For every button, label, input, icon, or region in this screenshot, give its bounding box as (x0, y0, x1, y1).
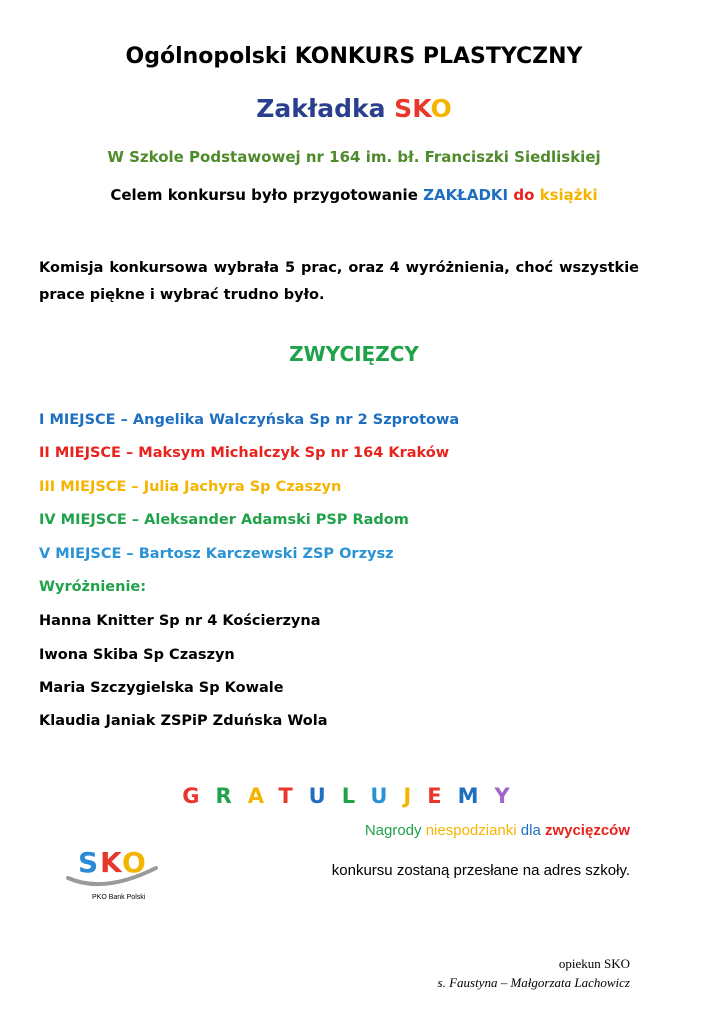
place-2: II MIEJSCE – Maksym Michalczyk Sp nr 164 Kraków (39, 445, 450, 461)
congratulations-letter: J (403, 784, 428, 808)
prize-word-zwyciezcow: zwycięzców (544, 822, 630, 839)
sko-letter: O (430, 94, 452, 123)
honorable-item: Klaudia Janiak ZSPiP Zduńska Wola (39, 713, 328, 729)
honorable-item: Hanna Knitter Sp nr 4 Kościerzyna (39, 613, 321, 629)
sko-logo (64, 842, 160, 906)
purpose-word-do: do (508, 186, 540, 204)
svg-text:S: S (78, 846, 99, 879)
congratulations-letter: U (308, 784, 342, 808)
commission-text: Komisja konkursowa wybrała 5 prac, oraz 4 wyróżnienia, choć wszystkie prace piękne i wybrać trudno było. (39, 260, 639, 303)
place-1: I MIEJSCE – Angelika Walczyńska Sp nr 2 Szprotowa (39, 412, 460, 428)
signature-names: s. Faustyna – Małgorzata Lachowicz (437, 975, 630, 990)
prize-line-1 (365, 822, 630, 839)
congratulations-letter: A (247, 784, 279, 808)
winners-heading: ZWYCIĘZCY (289, 342, 419, 366)
place-3: III MIEJSCE – Julia Jachyra Sp Czaszyn (39, 479, 342, 495)
congratulations-letter: U (370, 784, 404, 808)
honorable-item: Iwona Skiba Sp Czaszyn (39, 647, 235, 663)
purpose-word-zakladki: ZAKŁADKI (423, 186, 509, 204)
honorable-heading: Wyróżnienie: (39, 579, 147, 595)
signature-role: opiekun SKO (558, 956, 630, 971)
honorable-item: Maria Szczygielska Sp Kowale (39, 680, 284, 696)
sko-letter: S (394, 94, 413, 123)
svg-text:K: K (100, 846, 122, 879)
school-line: W Szkole Podstawowej nr 164 im. bł. Franciszki Siedliskiej (107, 148, 601, 166)
prize-word-niespodzianki: niespodzianki (425, 822, 521, 839)
svg-text:O: O (122, 846, 146, 879)
contest-name-sko (394, 94, 452, 123)
congratulations-letter: R (215, 784, 248, 808)
page-title: Ogólnopolski KONKURS PLASTYCZNY (125, 44, 583, 69)
congratulations-letter: E (427, 784, 458, 808)
logo-caption: PKO Bank Polski (92, 894, 146, 901)
congratulations-letter: M (457, 784, 495, 808)
congratulations-letter: L (341, 784, 371, 808)
contest-name-prefix: Zakładka (256, 94, 395, 123)
sko-letter: K (412, 94, 431, 123)
purpose-line (0, 186, 708, 204)
purpose-word-ksiazki: książki (539, 186, 598, 204)
congratulations-heading (0, 784, 708, 808)
place-4: IV MIEJSCE – Aleksander Adamski PSP Radom (39, 512, 409, 528)
congratulations-letter: Y (494, 784, 526, 808)
prize-line-2: konkursu zostaną przesłane na adres szkoły. (331, 862, 630, 879)
congratulations-letter: G (182, 784, 216, 808)
contest-name (0, 94, 708, 123)
prize-word-dla: dla (520, 822, 545, 839)
purpose-prefix: Celem konkursu było przygotowanie (110, 186, 424, 204)
prize-word-nagrody: Nagrody (364, 822, 426, 839)
congratulations-letter: T (278, 784, 309, 808)
place-5: V MIEJSCE – Bartosz Karczewski ZSP Orzysz (39, 546, 394, 562)
